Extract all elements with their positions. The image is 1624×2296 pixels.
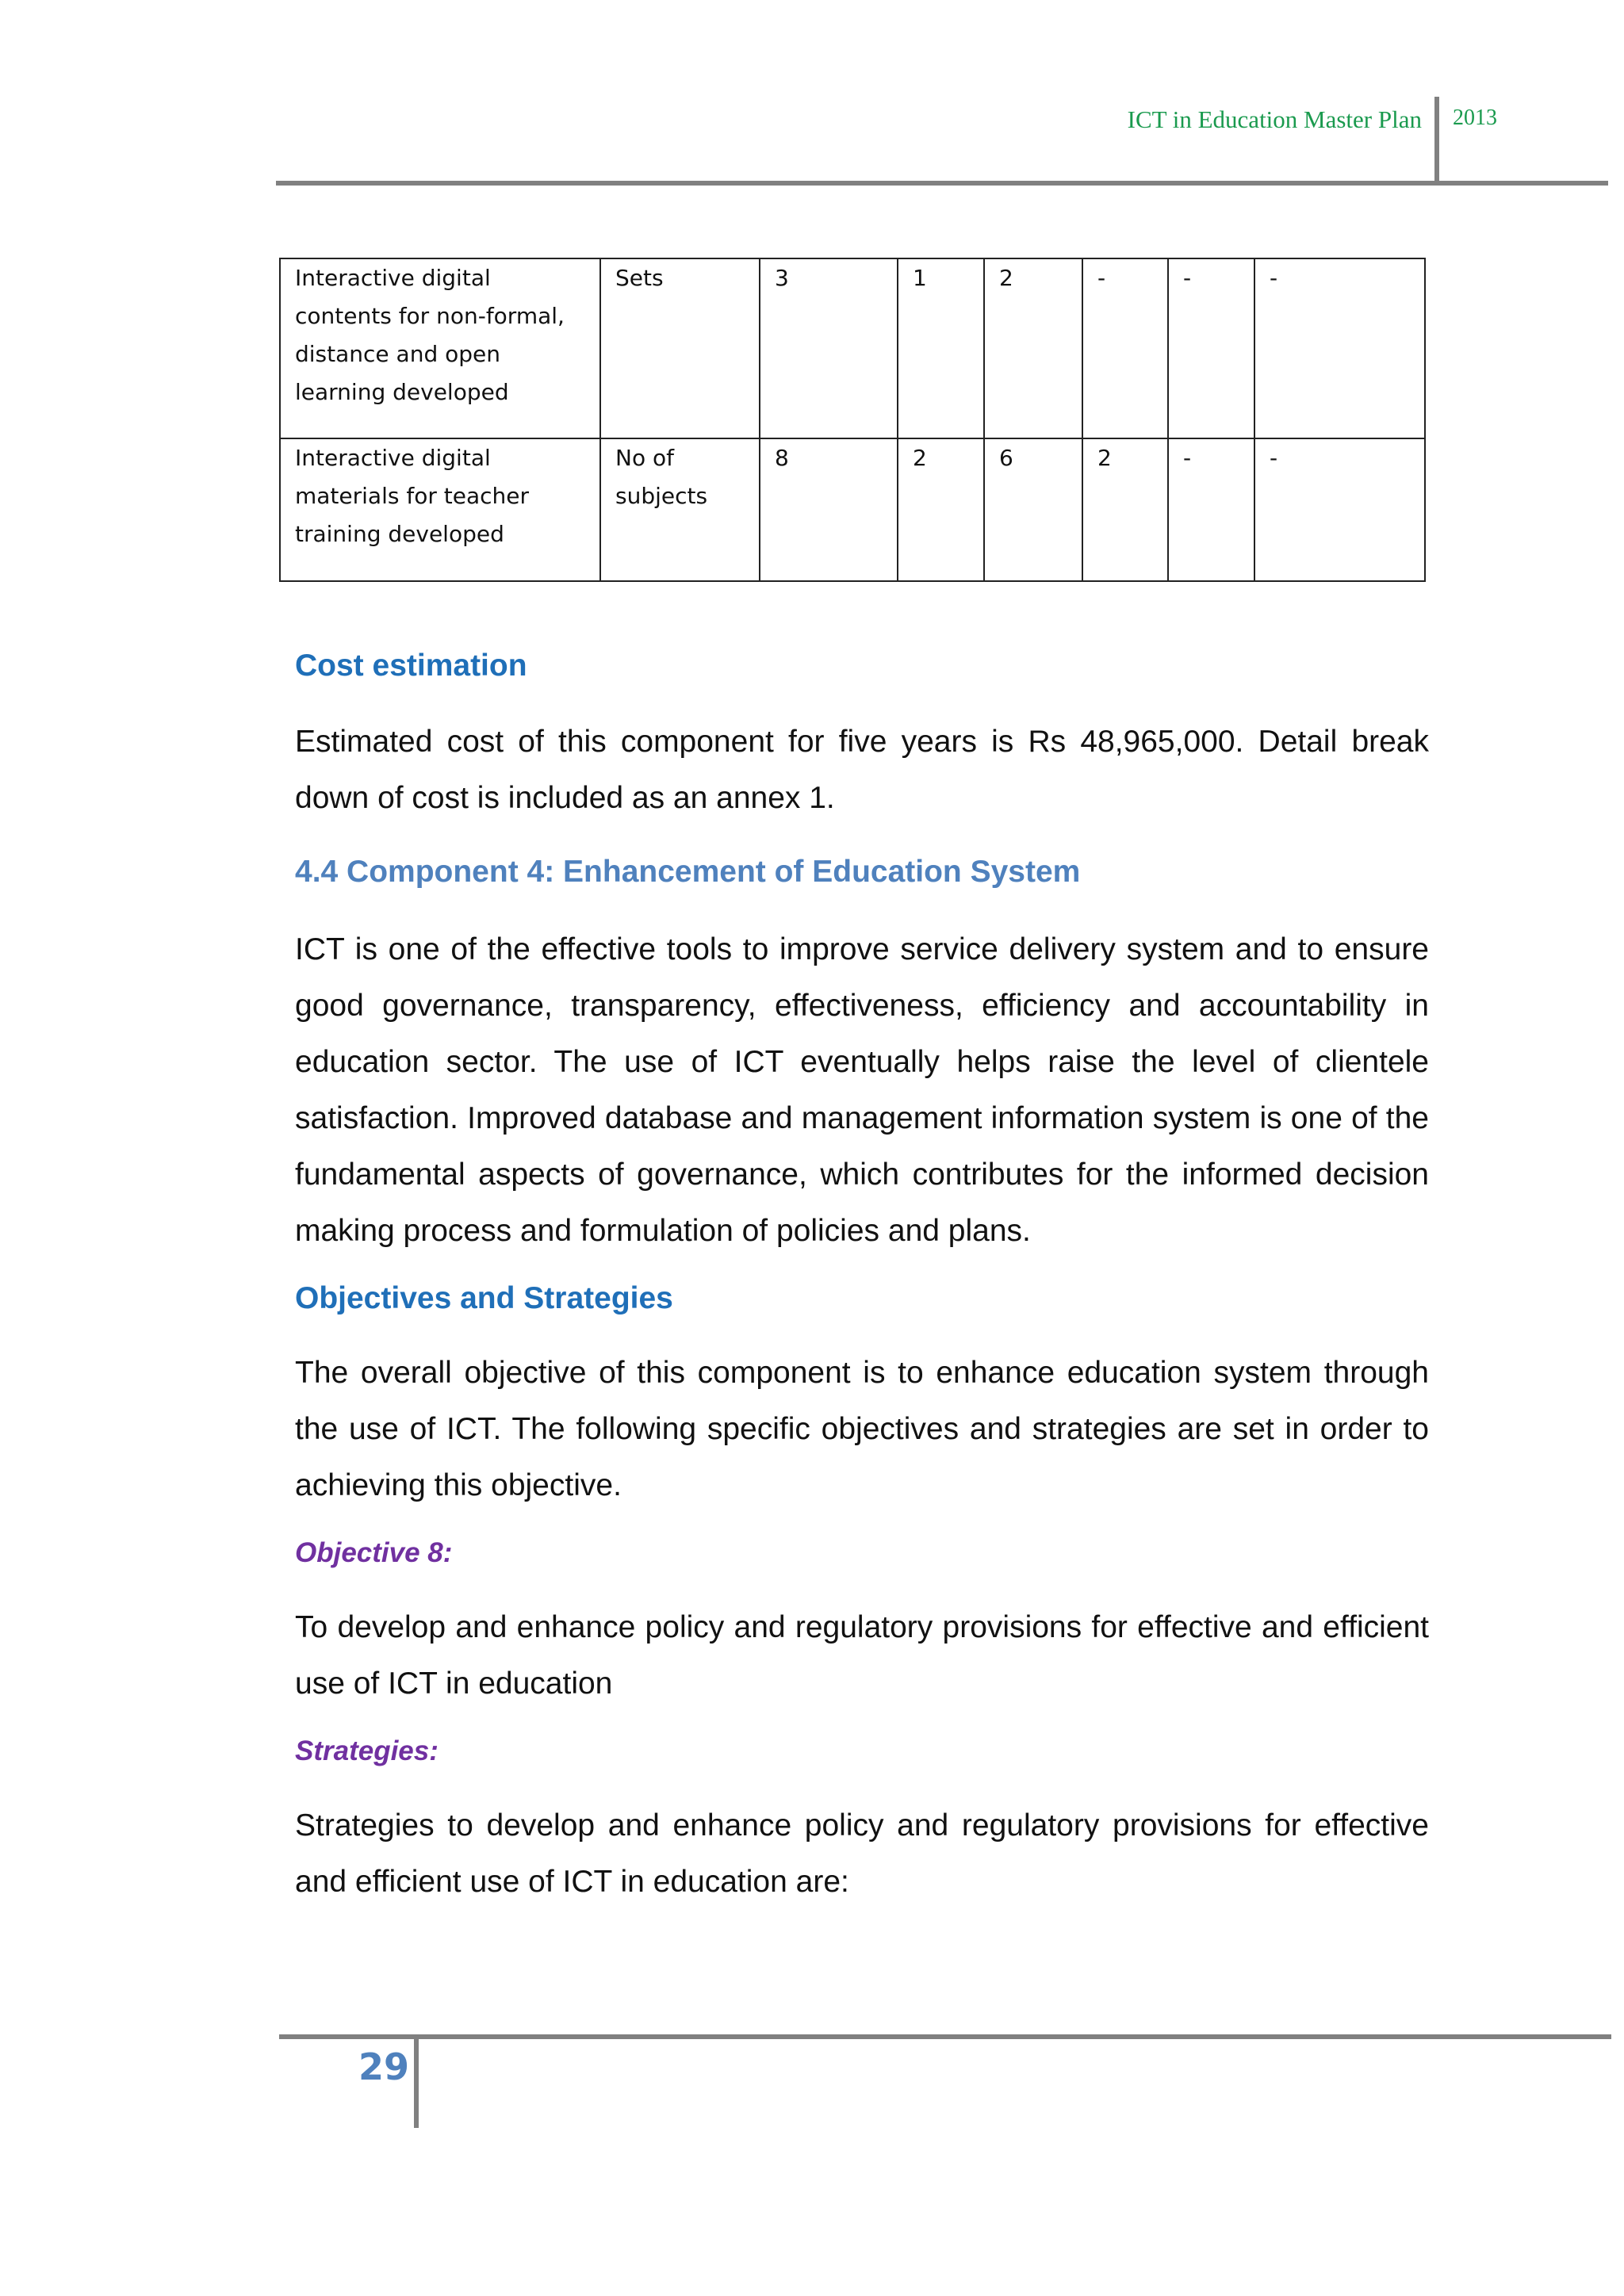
component-4-heading: 4.4 Component 4: Enhancement of Education System [295, 855, 1081, 889]
table-cell-unit: Sets [600, 258, 760, 438]
table-row [280, 438, 1425, 581]
strategies-heading: Strategies: [295, 1735, 439, 1766]
table-cell-year-5: - [1254, 438, 1425, 581]
table-cell-year-5: - [1254, 258, 1425, 438]
running-header-year: 2013 [1453, 105, 1497, 130]
table-cell-indicator: Interactive digital materials for teacher training developed [280, 438, 600, 581]
table-row [280, 258, 1425, 438]
objective-8-heading: Objective 8: [295, 1537, 453, 1568]
table-cell-year-3: - [1082, 258, 1168, 438]
table-cell-year-1: 1 [898, 258, 984, 438]
objective-8-paragraph: To develop and enhance policy and regulatory provisions for effective and efficient use of ICT in education [295, 1610, 1429, 1701]
footer-horizontal-rule [279, 2034, 1611, 2039]
table-cell-indicator: Interactive digital contents for non-formal, distance and open learning developed [280, 258, 600, 438]
table-cell-year-2: 2 [984, 258, 1082, 438]
page-number: 29 [358, 2045, 410, 2088]
table-cell-unit: No of subjects [600, 438, 760, 581]
table-cell-total: 8 [760, 438, 898, 581]
cost-estimation-heading: Cost estimation [295, 649, 527, 683]
page-content [295, 649, 1429, 1910]
table-cell-year-2: 6 [984, 438, 1082, 581]
header-horizontal-rule [276, 181, 1608, 186]
footer-vertical-rule [414, 2034, 419, 2128]
table-cell-total: 3 [760, 258, 898, 438]
objectives-strategies-heading: Objectives and Strategies [295, 1281, 673, 1315]
table-cell-year-1: 2 [898, 438, 984, 581]
strategies-paragraph: Strategies to develop and enhance policy and regulatory provisions for effective and efficient use of ICT in education are: [295, 1808, 1429, 1899]
objectives-strategies-paragraph: The overall objective of this component is to enhance education system through the use of ICT. The following specific objectives and strategies are set in order to achieving this objective. [295, 1356, 1429, 1502]
cost-estimation-paragraph: Estimated cost of this component for five years is Rs 48,965,000. Detail break down of cost is included as an annex 1. [295, 725, 1429, 815]
header-vertical-rule [1434, 97, 1439, 184]
table-cell-year-4: - [1168, 258, 1254, 438]
table-cell-year-3: 2 [1082, 438, 1168, 581]
running-header-title: ICT in Education Master Plan [1127, 105, 1422, 133]
table-cell-year-4: - [1168, 438, 1254, 581]
indicator-table [279, 258, 1426, 582]
component-4-paragraph: ICT is one of the effective tools to improve service delivery system and to ensure good governance, transparency, effectiveness, efficiency and accountability in education sector. The use of ICT eventually helps raise the level of clientele satisfaction. Improved database and management information system is one of the fundamental aspects of governance, which contributes for the informed decision making process and formulation of policies and plans. [295, 932, 1429, 1248]
